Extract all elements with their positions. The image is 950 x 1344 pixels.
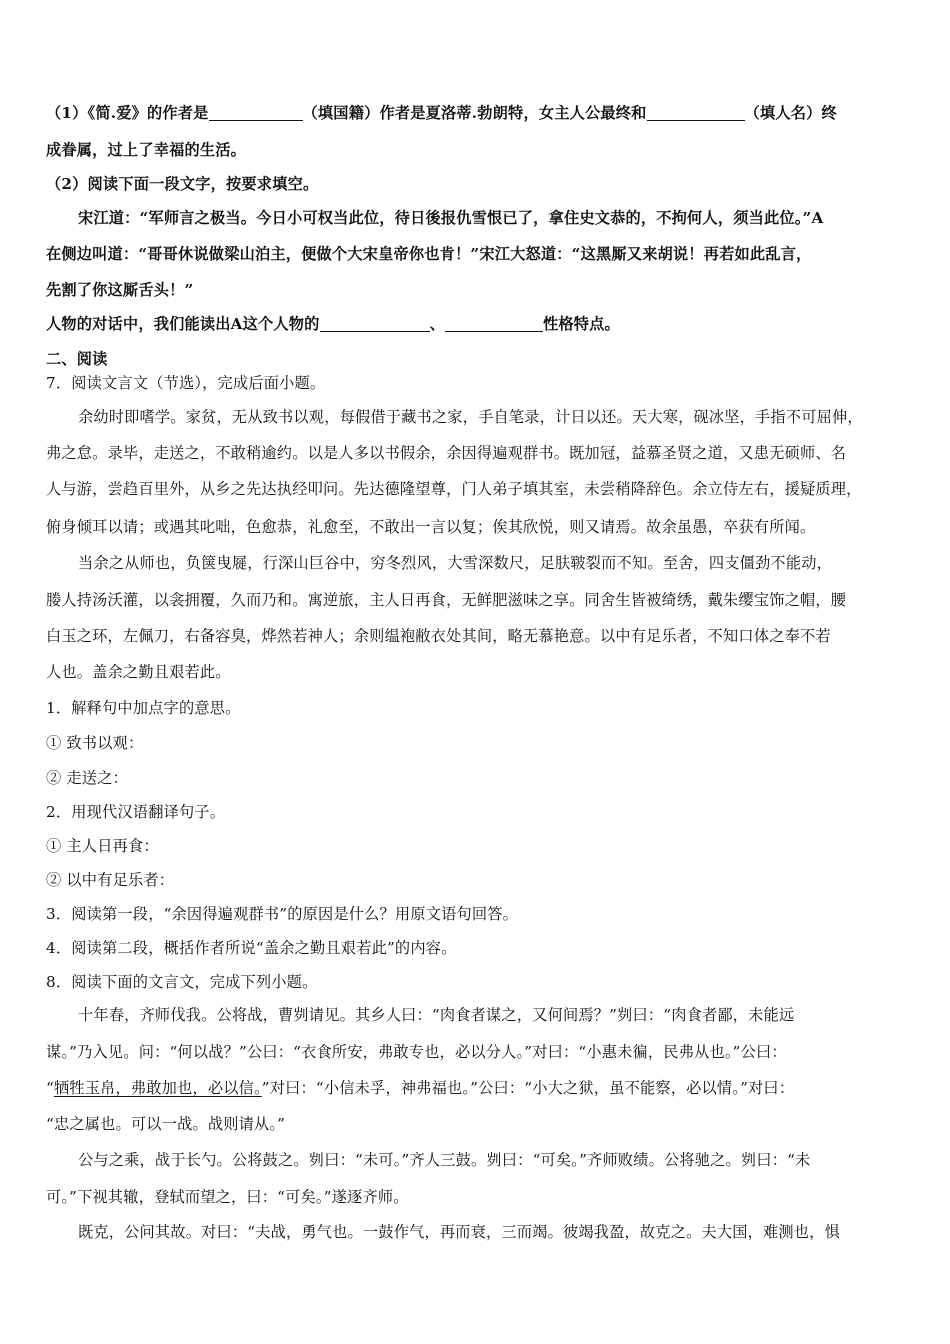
q7-sub-item: ② 以中有足乐者： — [46, 871, 175, 889]
q7-passage-line: 媵人持汤沃灌，以衾拥覆，久而乃和。寓逆旅，主人日再食，无鲜肥滋味之享。同舍生皆被绮绣，戴朱缨宝饰之帽，腰 — [46, 591, 847, 609]
answer-blank-trait-1[interactable] — [320, 315, 430, 332]
q7-passage-line: 俯身倾耳以请；或遇其叱咄，色愈恭，礼愈至，不敢出一言以复；俟其欣悦，则又请焉。故余虽愚，卒获有所闻。 — [46, 518, 816, 536]
q7-title: 7．阅读文言文（节选），完成后面小题。 — [46, 374, 326, 392]
q7-sub-item: ② 走送之： — [46, 769, 128, 787]
q7-passage-line: 当余之从师也，负箧曳屣，行深山巨谷中，穷冬烈风，大雪深数尺，足肤皲裂而不知。至舍，四支僵劲不能动， — [78, 554, 832, 572]
q8-passage-line: 公与之乘，战于长勺。公将鼓之。刿曰：“未可。”齐人三鼓。刿曰：“可矣。”齐师败绩。公将驰之。刿曰：“未 — [78, 1151, 811, 1169]
q7-sub-item: ① 致书以观： — [46, 734, 144, 752]
answer-blank-trait-2[interactable] — [445, 315, 543, 332]
q1-line-2: 成眷属，过上了幸福的生活。 — [46, 141, 247, 159]
q8-passage-line: “牺牲玉帛，弗敢加也，必以信。”对曰：“小信未孚，神弗福也。”公曰：“小大之狱，虽不能察，必以情。”对曰： — [46, 1079, 795, 1097]
underlined-sentence: 牺牲玉帛，弗敢加也，必以信。 — [53, 1079, 262, 1097]
q2-passage-line-1: 宋江道：“军师言之极当。今日小可权当此位，待日後报仇雪恨已了，拿住史文恭的，不拘何人，须当此位。”A — [78, 209, 824, 227]
q2-passage-line-3: 先割了你这厮舌头！” — [46, 281, 194, 299]
q8-passage-line: 既克，公问其故。对曰：“夫战，勇气也。一鼓作气，再而衰，三而竭。彼竭我盈，故克之。夫大国，难测也，惧 — [78, 1223, 840, 1241]
q2-title: （2）阅读下面一段文字，按要求填空。 — [46, 175, 319, 193]
q2-question: 人物的对话中，我们能读出A这个人物的 、 性格特点。 — [46, 315, 620, 333]
q7-passage-line: 弗之怠。录毕，走送之，不敢稍逾约。以是人多以书假余，余因得遍观群书。既加冠，益慕圣贤之道，又患无硕师、名 — [46, 444, 847, 462]
q7-sub-question: 1．解释句中加点字的意思。 — [46, 699, 241, 717]
q2-passage-line-2: 在侧边叫道：“哥哥休说做梁山泊主，便做个大宋皇帝你也肯！”宋江大怒道：“这黑厮又来胡说！再若如此乱言， — [46, 245, 812, 263]
section-heading-reading: 二、阅读 — [46, 350, 108, 368]
q7-sub-question: 2．用现代汉语翻译句子。 — [46, 803, 226, 821]
q1-line-1: （1）《简.爱》的作者是 （填国籍）作者是夏洛蒂.勃朗特，女主人公最终和 （填人名）终 — [46, 104, 837, 122]
q8-passage-line: 十年春，齐师伐我。公将战，曹刿请见。其乡人曰：“肉食者谋之，又何间焉？”刿曰：“肉食者鄙，未能远 — [78, 1006, 795, 1024]
q8-passage-line: 可。”下视其辙，登轼而望之，曰：“可矣。”遂逐齐师。 — [46, 1188, 409, 1206]
q8-passage-line: 谋。”乃入见。问：“何以战？”公曰：“衣食所安，弗敢专也，必以分人。”对曰：“小惠未徧，民弗从也。”公曰： — [46, 1043, 787, 1061]
q7-sub-question: 3．阅读第一段，“余因得遍观群书”的原因是什么？用原文语句回答。 — [46, 905, 519, 923]
q7-passage-line: 白玉之环，左佩刀，右备容臭，烨然若神人；余则缊袍敝衣处其间，略无慕艳意。以中有足乐者，不知口体之奉不若 — [46, 627, 831, 645]
q8-passage-line: “忠之属也。可以一战。战则请从。” — [46, 1115, 286, 1133]
q8-title: 8．阅读下面的文言文，完成下列小题。 — [46, 973, 318, 991]
q7-passage-line: 人也。盖余之勤且艰若此。 — [46, 663, 231, 681]
q7-passage-line: 余幼时即嗜学。家贫，无从致书以观，每假借于藏书之家，手自笔录，计日以还。天大寒，砚冰坚，手指不可屈伸， — [78, 408, 863, 426]
answer-blank-name[interactable] — [647, 104, 745, 121]
q7-sub-question: 4．阅读第二段，概括作者所说“盖余之勤且艰若此”的内容。 — [46, 939, 457, 957]
q7-passage-line: 人与游，尝趋百里外，从乡之先达执经叩问。先达德隆望尊，门人弟子填其室，未尝稍降辞色。余立侍左右，援疑质理， — [46, 480, 862, 498]
answer-blank-nationality[interactable] — [209, 104, 303, 121]
q7-sub-item: ① 主人日再食： — [46, 837, 159, 855]
